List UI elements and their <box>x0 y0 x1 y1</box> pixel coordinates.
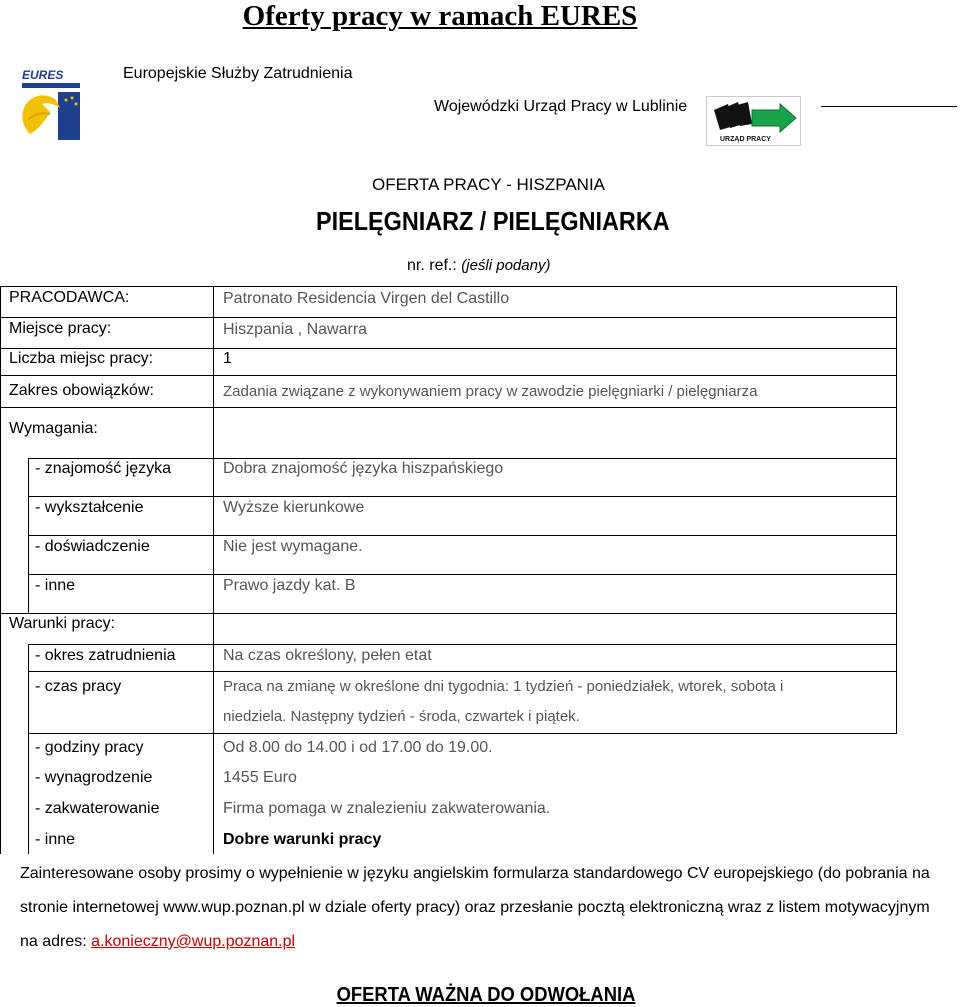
cond-period-label: - okres zatrudnienia <box>35 647 176 664</box>
employer-value: Patronato Residencia Virgen del Castillo <box>223 290 510 307</box>
requirements-label: Wymagania: <box>9 420 98 437</box>
offer-details-table <box>0 286 897 854</box>
cond-salary-value: 1455 Euro <box>223 769 297 786</box>
table-line <box>28 496 897 497</box>
cond-time-value-line1: Praca na zmianę w określone dni tygodnia: 1 tydzień - poniedziałek, wtorek, sobota i <box>223 678 784 695</box>
eures-logo-text: EURES <box>22 68 64 82</box>
job-title: PIELĘGNIARZ / PIELĘGNIARKA <box>316 206 670 236</box>
application-instructions <box>20 857 950 959</box>
employer-label: PRACODAWCA: <box>9 289 130 306</box>
wup-logo <box>706 96 801 146</box>
offer-country-line: OFERTA PRACY - HISZPANIA <box>372 175 606 194</box>
table-line <box>0 317 897 318</box>
req-experience-label: - doświadczenie <box>35 538 150 555</box>
wup-logo-text: URZĄD PRACY <box>720 136 771 143</box>
cond-time-label: - czas pracy <box>35 678 122 695</box>
ref-label: nr. ref.: <box>407 257 457 274</box>
regional-office-name: Wojewódzki Urząd Pracy w Lublinie <box>434 98 688 115</box>
table-line <box>28 671 897 672</box>
req-education-value: Wyższe kierunkowe <box>223 499 365 516</box>
table-line <box>28 458 29 613</box>
location-label: Miejsce pracy: <box>9 320 112 337</box>
document-title: Oferty pracy w ramach EURES <box>242 0 638 32</box>
table-line <box>213 286 214 854</box>
req-education-label: - wykształcenie <box>35 499 144 516</box>
req-other-value: Prawo jazdy kat. B <box>223 577 356 594</box>
cond-other-label: - inne <box>35 831 76 848</box>
cond-time-value-line2: niedziela. Następny tydzień - środa, czwartek i piątek. <box>223 708 580 725</box>
cond-period-value: Na czas określony, pełen etat <box>223 647 432 664</box>
table-line <box>896 286 897 733</box>
table-line <box>28 458 897 459</box>
cond-housing-value: Firma pomaga w znalezieniu zakwaterowania. <box>223 800 551 817</box>
table-line <box>0 348 897 349</box>
req-other-label: - inne <box>35 577 76 594</box>
table-line <box>0 286 1 854</box>
eures-service-name: Europejskie Służby Zatrudnienia <box>123 65 353 82</box>
table-line <box>0 375 897 376</box>
contact-email-link[interactable]: a.konieczny@wup.poznan.pl <box>91 933 296 950</box>
table-line <box>28 733 897 734</box>
offer-validity: OFERTA WAŻNA DO ODWOŁANIA <box>336 984 636 1006</box>
table-line <box>28 644 897 645</box>
table-line <box>0 613 897 614</box>
table-line <box>0 286 897 287</box>
req-language-label: - znajomość języka <box>35 460 172 477</box>
cond-housing-label: - zakwaterowanie <box>35 800 160 817</box>
cond-salary-label: - wynagrodzenie <box>35 769 153 786</box>
table-line <box>0 407 897 408</box>
conditions-label: Warunki pracy: <box>9 615 116 632</box>
cond-hours-label: - godziny pracy <box>35 739 144 756</box>
cond-other-value: Dobre warunki pracy <box>223 831 382 848</box>
location-value: Hiszpania , Nawarra <box>223 321 368 338</box>
header-rule <box>821 106 957 107</box>
duties-label: Zakres obowiązków: <box>9 382 154 399</box>
eures-logo <box>20 68 84 144</box>
table-line <box>28 535 897 536</box>
positions-label: Liczba miejsc pracy: <box>9 350 154 367</box>
cond-hours-value: Od 8.00 do 14.00 i od 17.00 do 19.00. <box>223 739 493 756</box>
ref-note: (jeśli podany) <box>461 257 551 274</box>
req-experience-value: Nie jest wymagane. <box>223 538 363 555</box>
req-language-value: Dobra znajomość języka hiszpańskiego <box>223 460 504 477</box>
positions-value: 1 <box>223 350 232 367</box>
reference-number <box>407 257 550 275</box>
table-line <box>28 574 897 575</box>
instructions-text: Zainteresowane osoby prosimy o wypełnienie w języku angielskim formularza standardowego CV europejskiego (do pobrania na stronie internetowej www.wup.poznan.pl w dziale oferty pracy) oraz przesłanie pocztą elektroniczną wraz z listem motywacyjnym na adres: <box>20 865 930 950</box>
duties-value: Zadania związane z wykonywaniem pracy w zawodzie pielęgniarki / pielęgniarza <box>223 383 758 400</box>
table-line <box>28 644 29 854</box>
